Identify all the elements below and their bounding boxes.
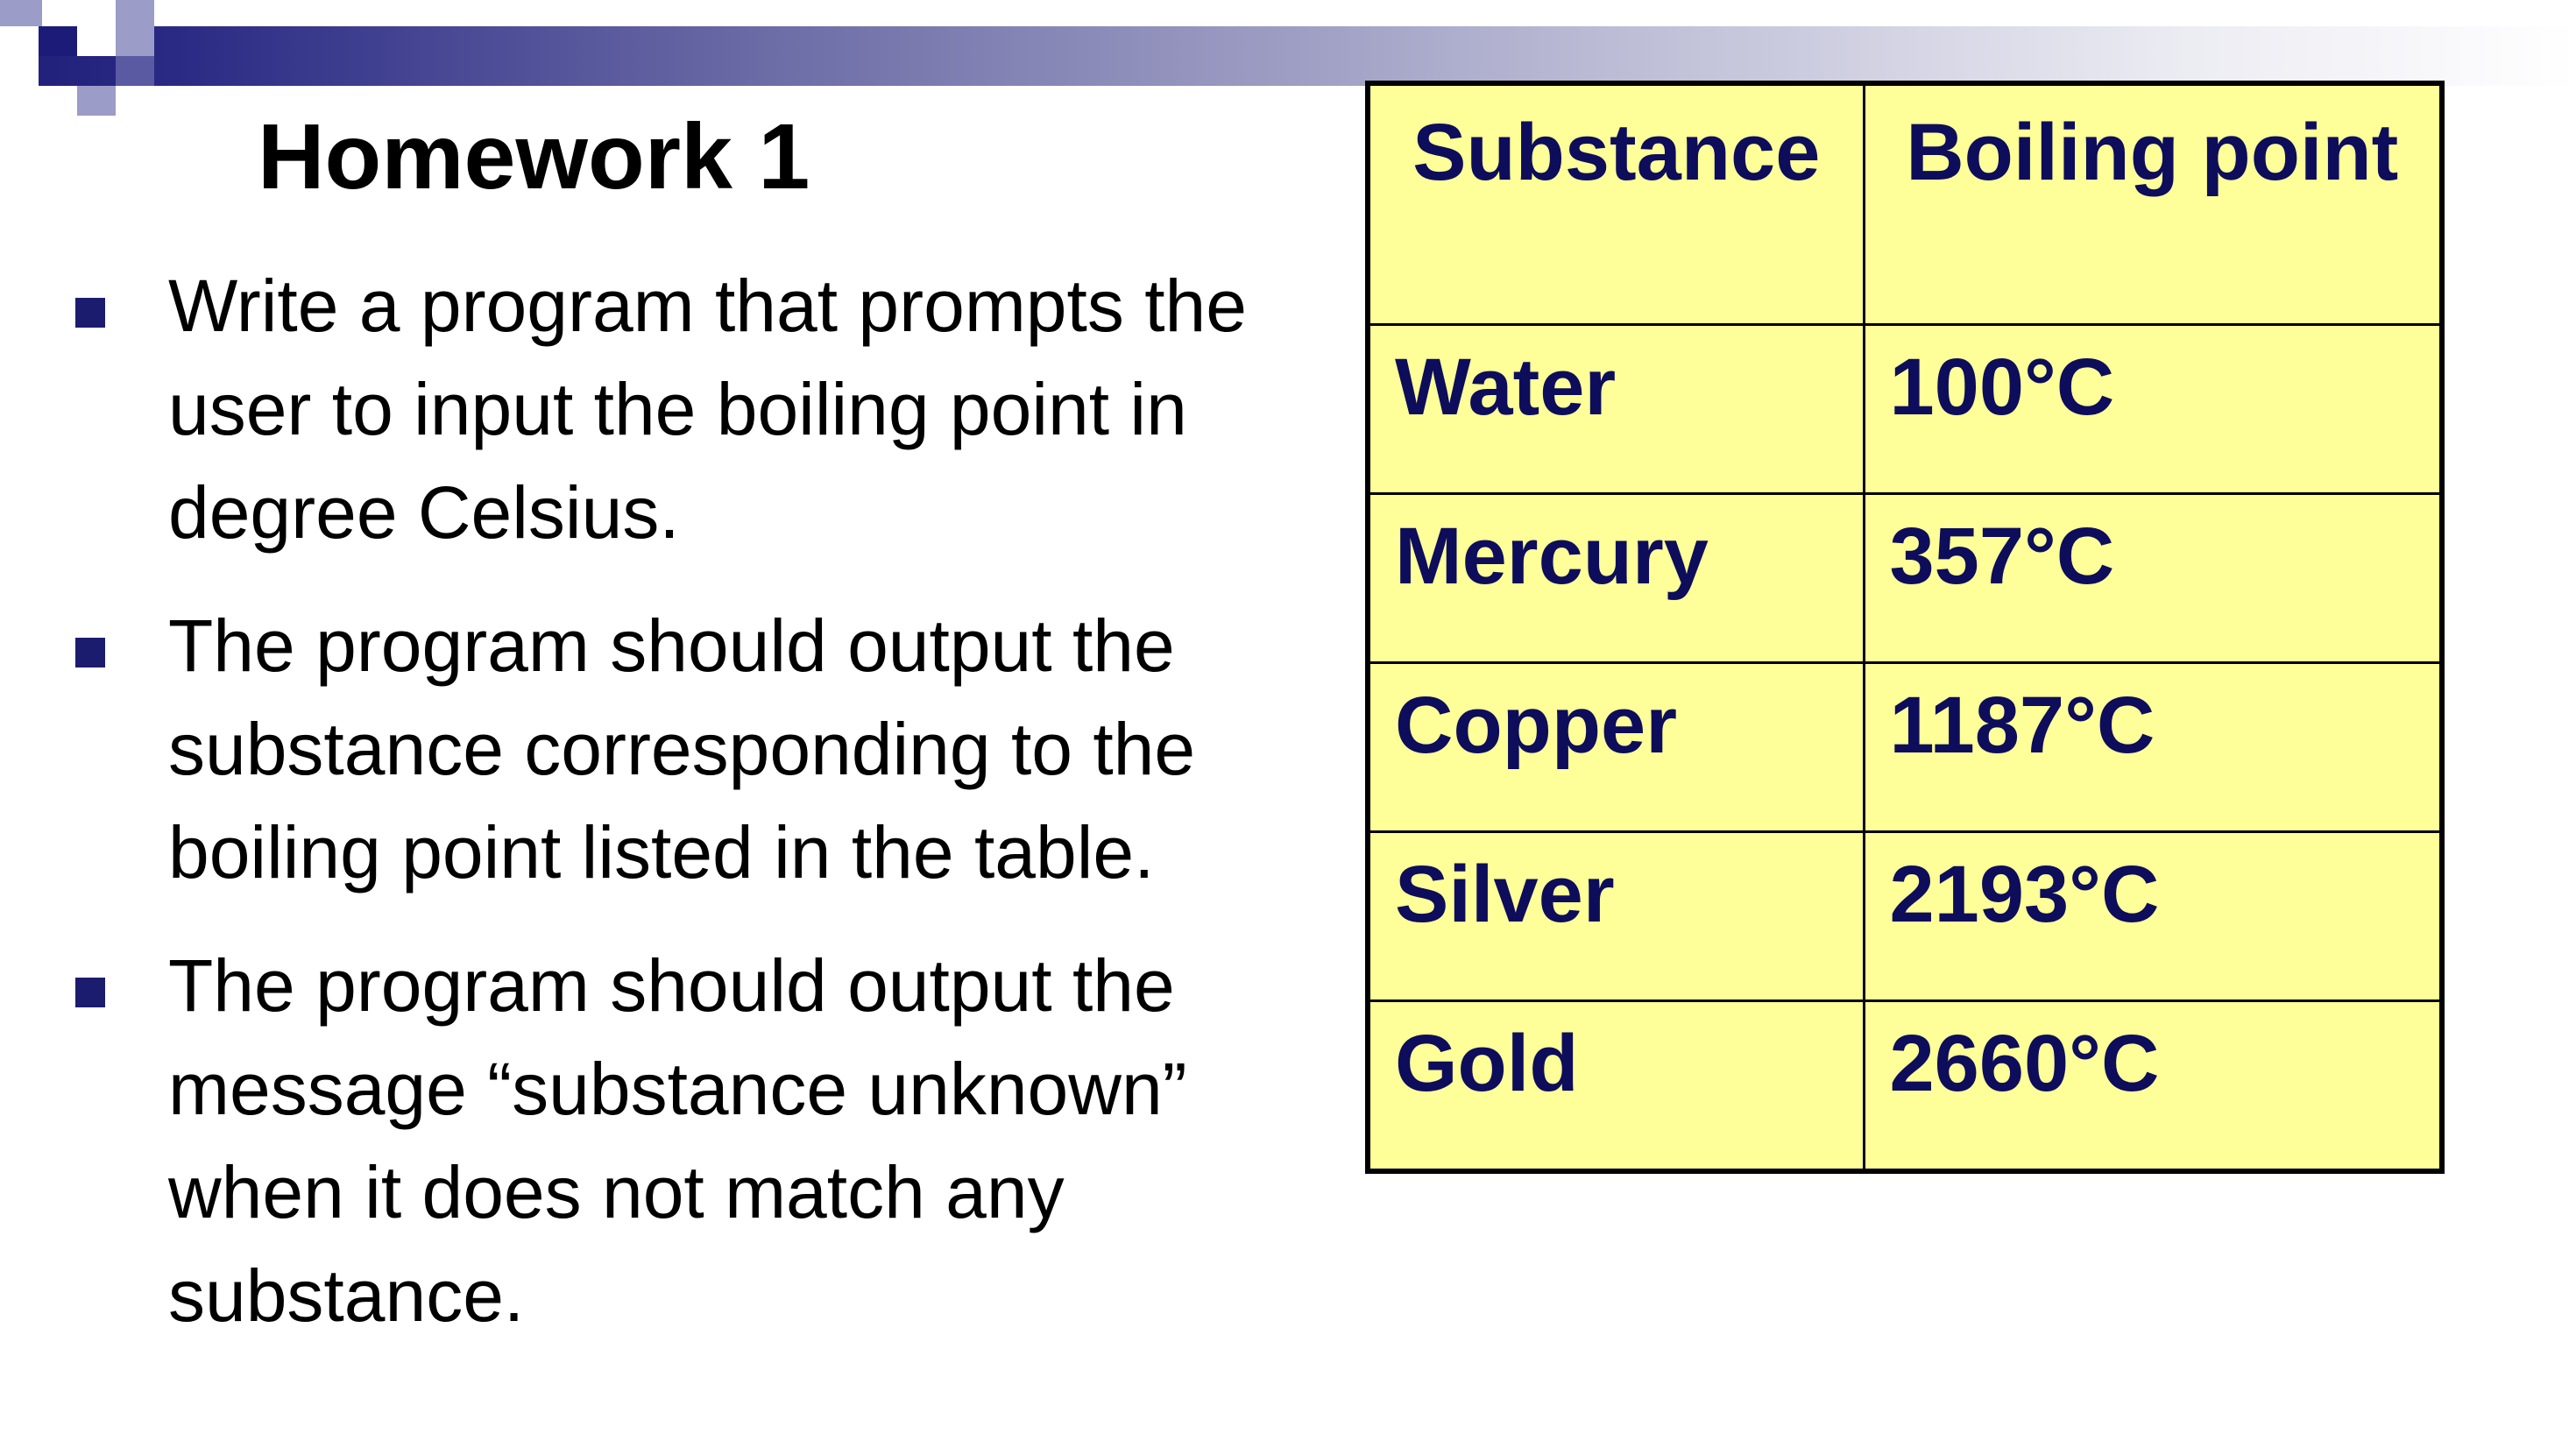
bullet-text: The program should output the message “substance unknown” when it does not match any substance. <box>168 944 1187 1337</box>
bullet-text: Write a program that prompts the user to input the boiling point in degree Celsius. <box>168 265 1247 554</box>
cell-boiling-point: 357°C <box>1864 494 2442 663</box>
cell-substance: Water <box>1368 325 1864 494</box>
cell-boiling-point: 1187°C <box>1864 663 2442 832</box>
boiling-point-table <box>1365 81 2445 1174</box>
bullet-item <box>75 254 1337 564</box>
bullet-item <box>75 594 1337 904</box>
bullet-text: The program should output the substance corresponding to the boiling point listed in the table. <box>168 604 1196 894</box>
square-bullet-icon <box>75 638 105 667</box>
decor-square <box>116 0 154 56</box>
square-bullet-icon <box>75 298 105 328</box>
table-row <box>1368 494 2442 663</box>
cell-boiling-point: 2193°C <box>1864 832 2442 1001</box>
slide-title: Homework 1 <box>258 105 810 208</box>
decor-square <box>0 26 39 86</box>
decor-square <box>39 26 77 56</box>
header-boiling-point: Boiling point <box>1864 83 2442 325</box>
table-header-row <box>1368 83 2442 325</box>
square-bullet-icon <box>75 978 105 1007</box>
decor-square <box>116 56 154 86</box>
decor-square <box>0 0 42 26</box>
table-row <box>1368 325 2442 494</box>
bullet-item <box>75 934 1337 1347</box>
cell-boiling-point: 2660°C <box>1864 1001 2442 1172</box>
cell-substance: Gold <box>1368 1001 1864 1172</box>
cell-substance: Mercury <box>1368 494 1864 663</box>
table-row <box>1368 832 2442 1001</box>
header-substance: Substance <box>1368 83 1864 325</box>
table-row <box>1368 663 2442 832</box>
cell-substance: Silver <box>1368 832 1864 1001</box>
table-row <box>1368 1001 2442 1172</box>
header-gradient-bar <box>0 26 2576 86</box>
decor-square <box>77 86 116 116</box>
decor-square <box>77 26 116 56</box>
bullet-list <box>75 254 1337 1377</box>
cell-substance: Copper <box>1368 663 1864 832</box>
cell-boiling-point: 100°C <box>1864 325 2442 494</box>
